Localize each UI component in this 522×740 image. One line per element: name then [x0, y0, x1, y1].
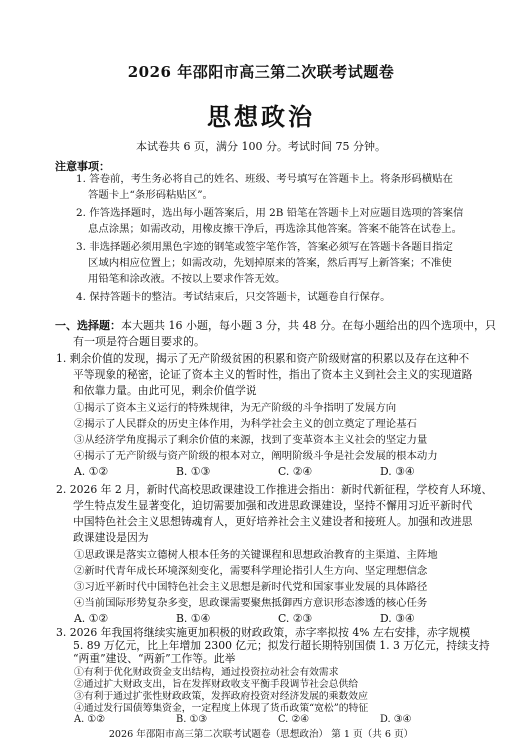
option-a: A. ①②	[74, 714, 105, 725]
question-2-stem: 学生特点发生显著变化，迫切需要加强和改进思政课建设，坚持不懈用习近平新时代	[73, 499, 473, 512]
option-d: D. ③④	[380, 612, 415, 625]
note-line: 1. 答卷前，考生务必将自己的姓名、班级、考号填写在答题卡上。将条形码横贴在	[76, 173, 453, 185]
option-d: D. ③④	[380, 714, 412, 725]
note-line: 3. 非选择题必须用黑色字迹的钢笔或签字笔作答，答案必须写在答题卡各题目指定	[76, 241, 453, 253]
notes-heading: 注意事项：	[55, 160, 110, 173]
question-3-stem: “两重”建设、“两新”工作等。此举	[73, 652, 236, 665]
note-line: 息点涂黑；如需改动，用橡皮擦干净后，再选涂其他答案。答案不能答在试卷上。	[88, 223, 463, 235]
question-2-item: ③习近平新时代中国特色社会主义思想是新时代党和国家事业发展的具体路径	[74, 581, 428, 593]
page-footer: 2026 年邵阳市高三第二次联考试题卷（思想政治） 第 1 页（共 6 页）	[108, 729, 414, 740]
option-b: B. ①③	[176, 714, 207, 725]
question-1-stem: 平等现象的秘密，论证了资本主义的暂时性，指出了资本主义到社会主义的实现道路	[73, 368, 473, 381]
option-b: B. ①③	[176, 465, 211, 478]
exam-info: 本试卷共 6 页，满分 100 分。考试时间 75 分钟。	[136, 140, 386, 153]
question-3-stem: 3. 2026 年我国将继续实施更加积极的财政政策，赤字率拟按 4% 左右安排，赤字规模	[56, 626, 471, 639]
section-intro-cont: 有一项是符合题目要求的。	[73, 335, 205, 348]
note-line: 用铅笔和涂改液。不按以上要求作答无效。	[88, 273, 286, 285]
note-line: 区域内相应位置上；如需改动，先划掉原来的答案，然后再写上新答案；不准使	[88, 257, 452, 269]
question-1-item: ①揭示了资本主义运行的特殊规律，为无产阶级的斗争指明了发展方向	[74, 402, 397, 414]
question-2-stem: 政课建设是因为	[73, 531, 149, 544]
option-a: A. ①②	[74, 612, 109, 625]
note-line: 2. 作答选择题时，选出每小题答案后，用 2B 铅笔在答题卡上对应题目选项的答案信	[76, 207, 464, 219]
option-c: C. ②③	[278, 612, 313, 625]
question-3-item: ①有利于优化财政资金支出结构，通过投资拉动社会有效需求	[74, 667, 339, 678]
option-a: A. ①②	[74, 465, 109, 478]
question-2-item: ②新时代青年成长环境深刻变化，需要科学理论指引人生方向、坚定理想信念	[74, 565, 428, 577]
question-3-item: ②通过扩大财政支出，旨在发挥财政收支平衡手段调节社会总供给	[74, 679, 359, 690]
question-3-item: ③有利于通过扩张性财政政策，发挥政府投资对经济发展的乘数效应	[74, 691, 368, 702]
option-d: D. ③④	[380, 465, 415, 478]
question-3-item: ④通过发行国债筹集资金，一定程度上体现了货币政策“宽松”的特征	[74, 703, 369, 714]
question-2-item: ④当前国际形势复杂多变，思政课需要聚焦抵御西方意识形态渗透的核心任务	[74, 597, 428, 609]
exam-title: 2026 年邵阳市高三第二次联考试题卷	[127, 63, 395, 81]
section-intro: 本大题共 16 小题，每小题 3 分，共 48 分。在每小题给出的四个选项中，只	[121, 319, 496, 332]
question-1-item: ②揭示了人民群众的历史主体作用，为科学社会主义的创立奠定了理论基石	[74, 418, 417, 430]
note-line: 4. 保持答题卡的整洁。考试结束后，只交答题卡，试题卷自行保存。	[76, 291, 391, 303]
section-heading: 一、选择题：	[55, 319, 121, 332]
question-1-item: ③从经济学角度揭示了剩余价值的来源，找到了变革资本主义社会的坚定力量	[74, 434, 428, 446]
section-heading-line	[55, 317, 496, 334]
subject-title: 思想政治	[207, 102, 315, 131]
question-2-stem: 2. 2026 年 2 月，新时代高校思政课建设工作推进会指出：新时代新征程，学校育人环境、	[56, 483, 493, 496]
option-b: B. ①④	[176, 612, 211, 625]
question-2-item: ①思政课是落实立德树人根本任务的关键课程和思想政治教育的主渠道、主阵地	[74, 549, 438, 561]
question-2-stem: 中国特色社会主义思想铸魂育人，更好培养社会主义建设者和接班人。加强和改进思	[73, 515, 473, 528]
question-1-stem: 1. 剩余价值的发现，揭示了无产阶级贫困的积累和资产阶级财富的积累以及存在这种不	[56, 352, 470, 365]
question-1-stem: 和依靠力量。由此可见，剩余价值学说	[73, 384, 257, 397]
option-c: C. ②④	[278, 714, 309, 725]
note-line: 答题卡上“条形码粘贴区”。	[88, 189, 213, 201]
option-c: C. ②④	[278, 465, 313, 478]
question-1-item: ④揭示了无产阶级与资产阶级的根本对立，阐明阶级斗争是社会发展的根本动力	[74, 450, 438, 462]
question-3-stem: 5. 89 万亿元，比上年增加 2300 亿元；拟发行超长期特别国债 1. 3 万亿元，持续支持	[73, 639, 490, 652]
